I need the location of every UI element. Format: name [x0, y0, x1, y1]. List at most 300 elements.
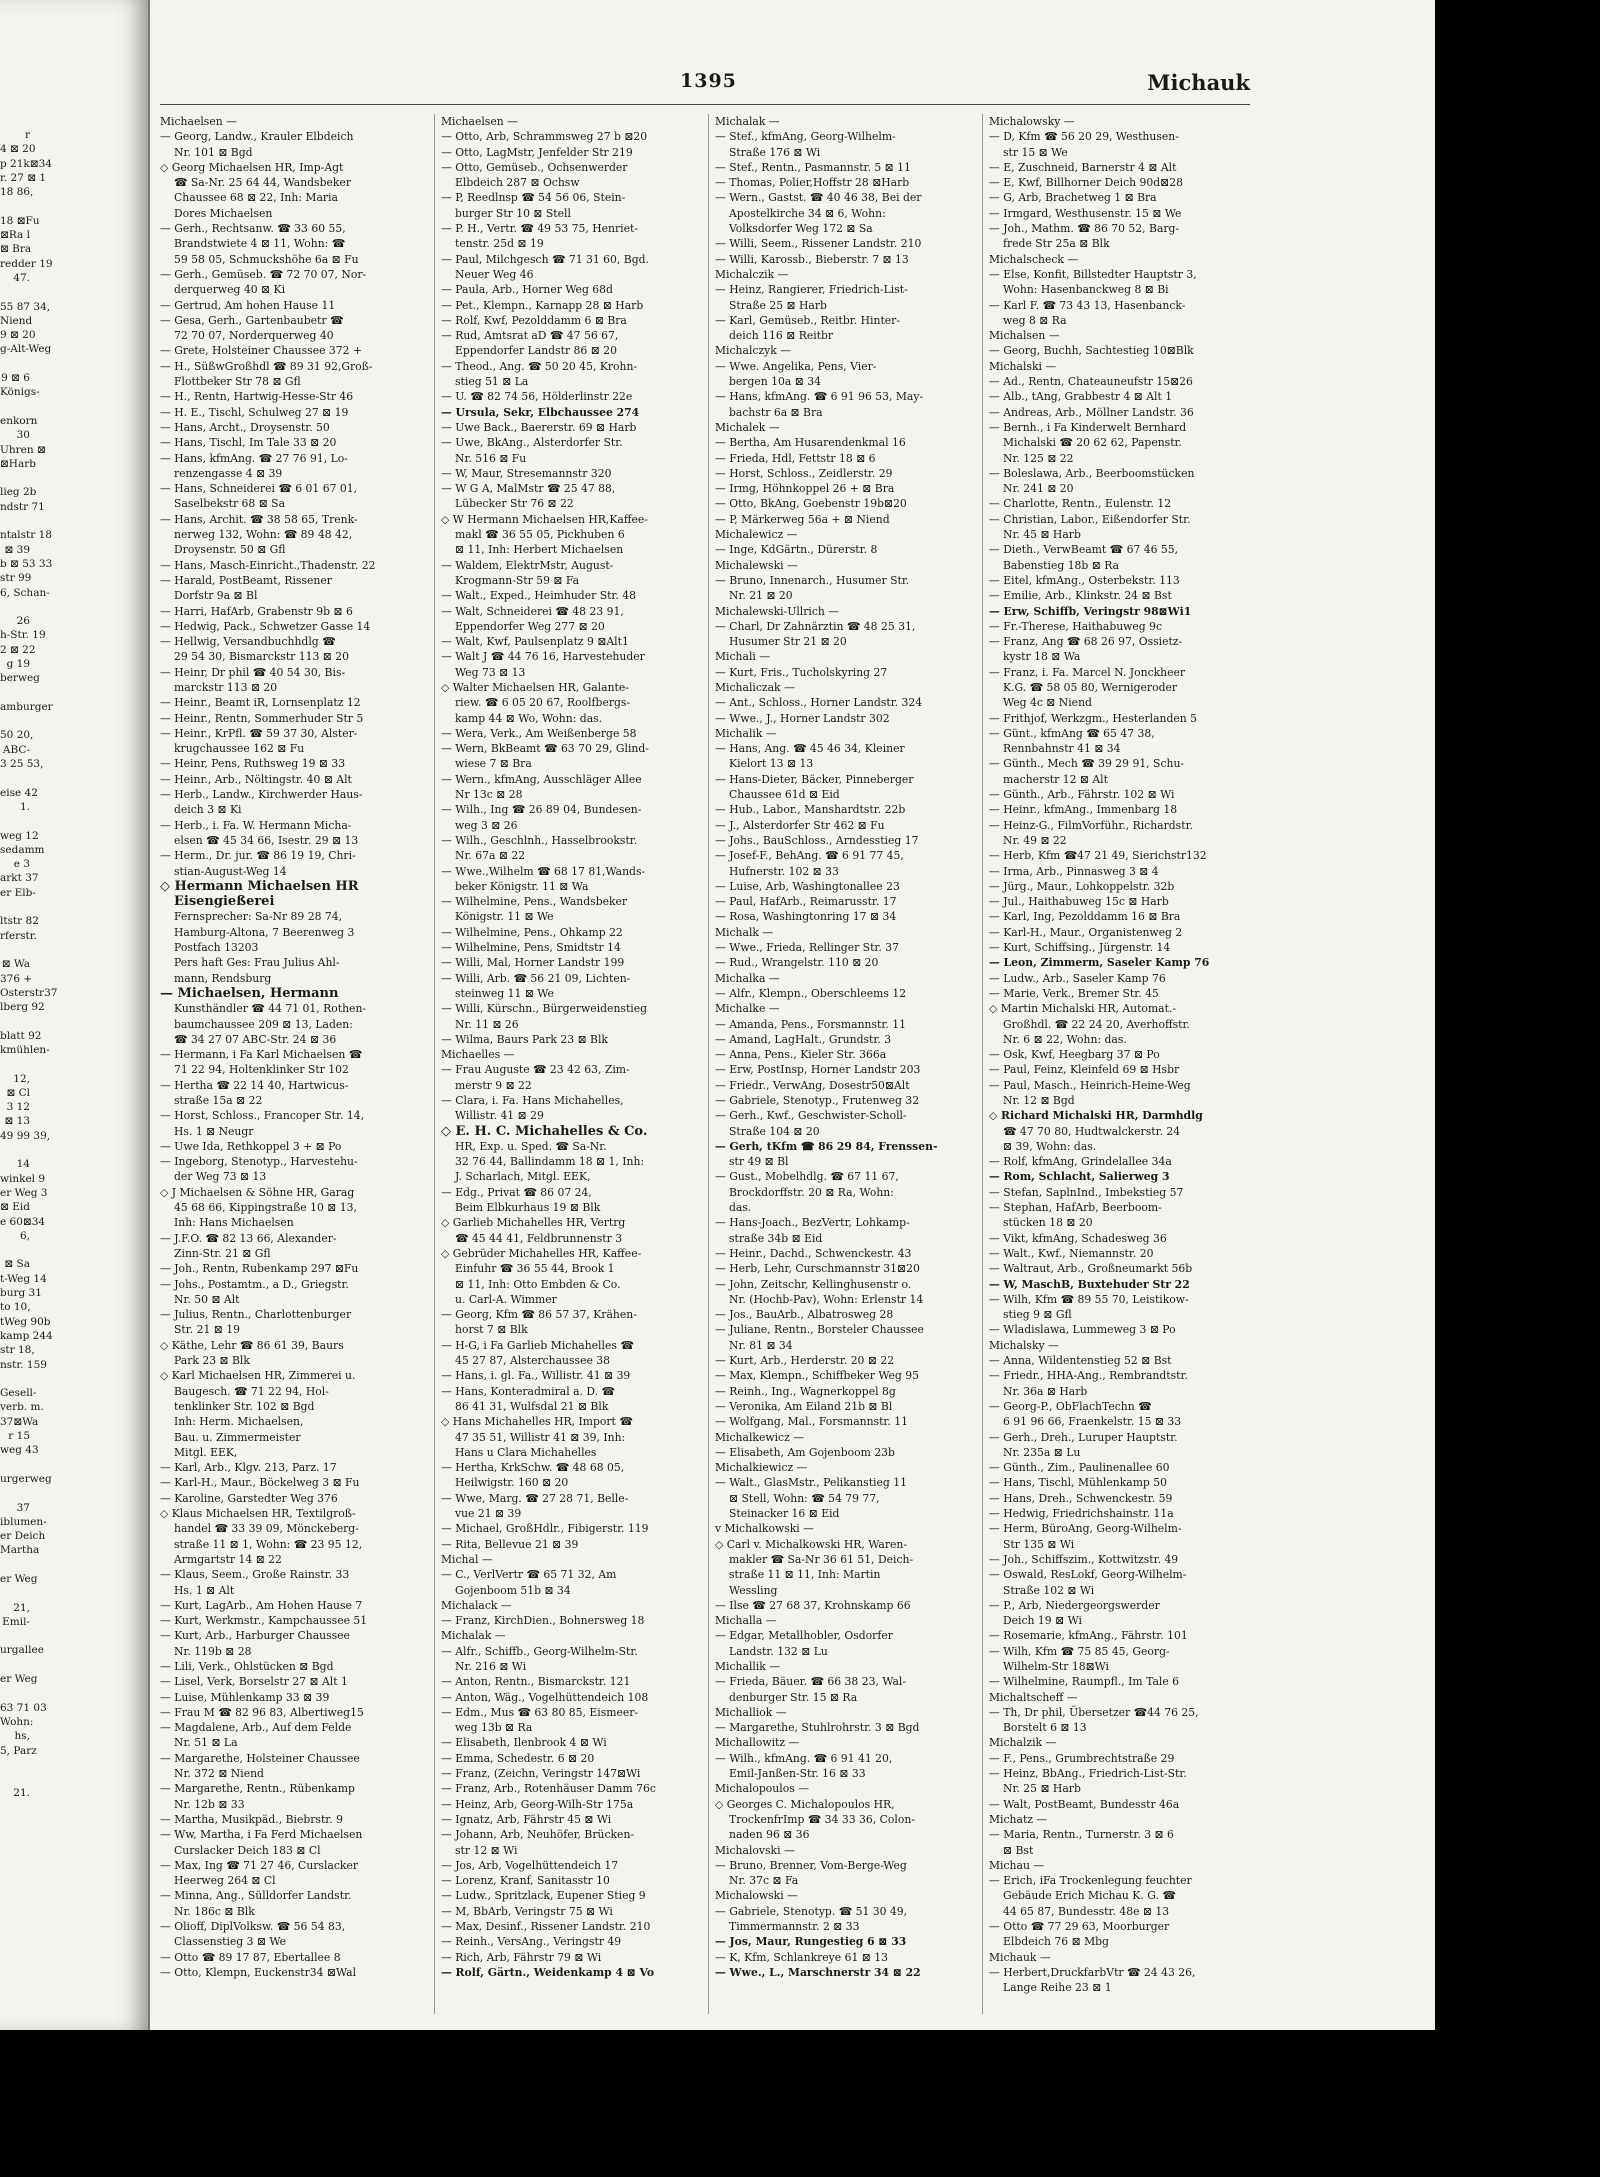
directory-entry: — Heinz, BbAng., Friedrich-List-Str. [989, 1767, 1187, 1781]
entry-continuation: Eppendorfer Weg 277 ⊠ 20 [455, 619, 605, 633]
directory-entry: Michauk — [989, 1950, 1051, 1964]
directory-entry: — Wilh, Kfm ☎ 89 55 70, Leistikow- [989, 1292, 1189, 1306]
facing-page-line: Osterstr37 [0, 986, 58, 999]
facing-page-line: ⊠ Wa [1, 958, 30, 971]
directory-entry: — Irmgard, Westhusenstr. 15 ⊠ We [989, 206, 1182, 220]
entry-continuation: Dorfstr 9a ⊠ Bl [174, 589, 258, 603]
directory-entry: — W, Maur, Stresemannstr 320 [441, 466, 612, 480]
directory-entry: — Gesa, Gerh., Gartenbaubetr ☎ [160, 313, 344, 327]
directory-entry: — Franz, Arb., Rotenhäuser Damm 76c [441, 1782, 656, 1796]
facing-page-line: to 10, [0, 1301, 31, 1314]
directory-entry: — Hans, Masch-Einricht.,Thadenstr. 22 [160, 558, 376, 572]
facing-page-line: 6, [19, 1229, 30, 1242]
directory-entry: ◇ Karl Michaelsen HR, Zimmerei u. [160, 1369, 356, 1383]
directory-entry: — Wilh., Geschlnh., Hasselbrookstr. [441, 833, 638, 847]
entry-continuation: Neuer Weg 46 [455, 267, 534, 281]
directory-entry: — Erich, iFa Trockenlegung feuchter [989, 1874, 1192, 1888]
entry-continuation: ☎ 34 27 07 ABC-Str. 24 ⊠ 36 [174, 1032, 337, 1046]
facing-page-line [0, 357, 148, 371]
directory-entry: — Rolf, Kwf, Pezolddamm 6 ⊠ Bra [441, 313, 627, 327]
directory-entry: — Wladislawa, Lummeweg 3 ⊠ Po [989, 1323, 1176, 1337]
facing-page-line: ⊠ 13 [4, 1115, 30, 1128]
entry-continuation: str 15 ⊠ We [1003, 145, 1068, 159]
entry-continuation: u. Carl-A. Wimmer [455, 1292, 557, 1306]
directory-entry: — Günt., kfmAng ☎ 65 47 38, [989, 726, 1155, 740]
entry-continuation: steinweg 11 ⊠ We [455, 986, 554, 1000]
entry-continuation: Hamburg-Altona, 7 Beerenweg 3 [174, 925, 355, 939]
directory-entry: — Paul, Masch., Heinrich-Heine-Weg [989, 1078, 1191, 1092]
directory-entry: Michaelsen — [160, 115, 237, 128]
directory-entry: ◇ Hans Michahelles HR, Import ☎ [441, 1415, 633, 1429]
facing-page-line: ⊠Harb [0, 457, 36, 470]
directory-entry: — Karoline, Garstedter Weg 376 [160, 1491, 338, 1505]
directory-entry: — Heinr., Arb., Nöltingstr. 40 ⊠ Alt [160, 772, 352, 786]
entry-continuation: Großhdl. ☎ 22 24 20, Averhoffstr. [1003, 1017, 1190, 1031]
directory-entry: Michalopoulos — [715, 1782, 809, 1796]
entry-continuation: merstr 9 ⊠ 22 [455, 1078, 532, 1092]
directory-entry: — Herb., i. Fa. W. Hermann Micha- [160, 818, 352, 832]
directory-entry: — Wolfgang, Mal., Forsmannstr. 11 [715, 1415, 909, 1429]
entry-continuation: deich 3 ⊠ Ki [174, 803, 242, 817]
directory-entry: — Alb., tAng, Grabbestr 4 ⊠ Alt 1 [989, 390, 1173, 404]
directory-entry: ◇ Walter Michaelsen HR, Galante- [441, 680, 629, 694]
entry-continuation: marckstr 113 ⊠ 20 [174, 680, 278, 694]
directory-entry: — Wwe.,Wilhelm ☎ 68 17 81,Wands- [441, 864, 646, 878]
directory-entry: — Kurt, Arb., Harburger Chaussee [160, 1629, 350, 1643]
facing-page-line: ntalstr 18 [0, 529, 52, 542]
entry-continuation: naden 96 ⊠ 36 [729, 1828, 810, 1842]
entry-continuation: 59 58 05, Schmuckshöhe 6a ⊠ Fu [174, 252, 359, 266]
directory-entry: Michallowitz — [715, 1736, 800, 1750]
directory-entry: — Wwe. Angelika, Pens, Vier- [715, 359, 877, 373]
facing-page-line: b ⊠ 53 33 [0, 557, 53, 570]
entry-continuation: denburger Str. 15 ⊠ Ra [729, 1690, 858, 1704]
directory-entry: — Waldem, ElektrMstr, August- [441, 558, 614, 572]
facing-page-line: urgallee [0, 1644, 44, 1657]
entry-continuation: Babenstieg 18b ⊠ Ra [1003, 558, 1120, 572]
directory-entry: Michalczik — [715, 267, 789, 281]
directory-entry: — Rosemarie, kfmAng., Fährstr. 101 [989, 1629, 1188, 1643]
directory-entry: — P, Reedlnsp ☎ 54 56 06, Stein- [441, 191, 626, 205]
entry-continuation: weg 3 ⊠ 26 [455, 818, 518, 832]
directory-entry: — Stef., kfmAng, Georg-Wilhelm- [715, 130, 896, 144]
directory-entry: — Rolf, kfmAng, Grindelallee 34a [989, 1155, 1172, 1169]
facing-page-line: weg 12 [0, 829, 39, 842]
entry-continuation: Nr. 36a ⊠ Harb [1003, 1384, 1088, 1398]
directory-entry: — Kurt, Arb., Herderstr. 20 ⊠ 22 [715, 1354, 895, 1368]
directory-entry: — Luise, Mühlenkamp 33 ⊠ 39 [160, 1690, 330, 1704]
directory-entry: — Heinr., KrPfl. ☎ 59 37 30, Alster- [160, 726, 358, 740]
entry-continuation: 32 76 44, Ballindamm 18 ⊠ 1, Inh: [455, 1155, 645, 1169]
facing-page-line: er Weg [0, 1572, 38, 1585]
directory-entry: — Osk, Kwf, Heegbarg 37 ⊠ Po [989, 1048, 1160, 1062]
entry-continuation: 44 65 87, Bundesstr. 48e ⊠ 13 [1003, 1904, 1170, 1918]
entry-continuation: Elbdeich 287 ⊠ Ochsw [455, 176, 580, 190]
directory-entry: — Irmg, Höhnkoppel 26 + ⊠ Bra [715, 482, 895, 496]
directory-entry: — Theod., Ang. ☎ 50 20 45, Krohn- [441, 359, 638, 373]
directory-entry: ◇ Georg Michaelsen HR, Imp-Agt [160, 160, 344, 174]
entry-continuation: Willistr. 41 ⊠ 29 [455, 1109, 544, 1123]
directory-entry: — Amanda, Pens., Forsmannstr. 11 [715, 1017, 906, 1031]
directory-entry: — Otto, BkAng, Goebenstr 19b⊠20 [715, 497, 907, 511]
entry-continuation: Str 135 ⊠ Wi [1003, 1537, 1075, 1551]
directory-entry: — Hans, Ang. ☎ 45 46 34, Kleiner [715, 742, 905, 756]
entry-continuation: Pers haft Ges: Frau Julius Ahl- [174, 956, 340, 970]
facing-page-line: er Weg 3 [0, 1186, 48, 1199]
entry-continuation: Wessling [729, 1583, 778, 1597]
entry-continuation: Deich 19 ⊠ Wi [1003, 1614, 1082, 1628]
directory-entry: — Wern., Gastst. ☎ 40 46 38, Bei der [715, 191, 922, 205]
directory-entry: — H., Rentn, Hartwig-Hesse-Str 46 [160, 390, 354, 404]
directory-entry: — Frithjof, Werkzgm., Hesterlanden 5 [989, 711, 1198, 725]
entry-continuation: Borstelt 6 ⊠ 13 [1003, 1721, 1087, 1735]
directory-entry: — Amand, LagHalt., Grundstr. 3 [715, 1032, 892, 1046]
directory-entry: ◇ Klaus Michaelsen HR, Textilgroß- [160, 1507, 356, 1521]
directory-entry: Michallik — [715, 1659, 781, 1673]
entry-continuation: Nr. (Hochb-Pav), Wohn: Erlenstr 14 [729, 1292, 924, 1306]
facing-page-line: iblumen- [0, 1515, 47, 1528]
directory-entry: — H., SüßwGroßhdl ☎ 89 31 92,Groß- [160, 359, 373, 373]
directory-entry: — Lili, Verk., Ohlstücken ⊠ Bgd [160, 1659, 334, 1673]
entry-continuation: makler ☎ Sa-Nr 36 61 51, Deich- [729, 1552, 914, 1566]
directory-entry: ◇ Garlieb Michahelles HR, Vertrg [441, 1216, 626, 1230]
facing-page-line [0, 1686, 148, 1700]
directory-entry: — Lisel, Verk, Borselstr 27 ⊠ Alt 1 [160, 1675, 348, 1689]
entry-continuation: Inh: Hans Michaelsen [174, 1216, 294, 1230]
directory-entry: — Wilhelmine, Pens., Ohkamp 22 [441, 925, 623, 939]
directory-entry: — Heinr., Dachd., Schwenckestr. 43 [715, 1246, 912, 1260]
entry-continuation: Park 23 ⊠ Blk [174, 1354, 250, 1368]
directory-entry: Michalsen — [989, 329, 1060, 343]
directory-entry: — Harri, HafArb, Grabenstr 9b ⊠ 6 [160, 604, 353, 618]
directory-entry: — Anna, Pens., Kieler Str. 366a [715, 1048, 887, 1062]
directory-entry: — Georg, Kfm ☎ 86 57 37, Krähen- [441, 1308, 637, 1322]
directory-entry: Michalliok — [715, 1705, 787, 1719]
entry-continuation: straße 15a ⊠ 22 [174, 1094, 263, 1107]
directory-entry: — Christian, Labor., Eißendorfer Str. [989, 512, 1191, 526]
entry-continuation: Königstr. 11 ⊠ We [455, 910, 554, 924]
facing-page-line [0, 1586, 148, 1600]
entry-continuation: str 49 ⊠ Bl [729, 1155, 789, 1169]
facing-page-line: Martha [0, 1544, 40, 1557]
directory-entry: — Reinh., VersAng., Veringstr 49 [441, 1935, 622, 1949]
entry-continuation: kamp 44 ⊠ Wo, Wohn: das. [455, 711, 603, 725]
directory-entry: — Rich, Arb, Fährstr 79 ⊠ Wi [441, 1950, 602, 1964]
directory-entry: — Heinr, Dr phil ☎ 40 54 30, Bis- [160, 665, 346, 679]
entry-continuation: ⊠ 11, Inh: Herbert Michaelsen [455, 543, 624, 557]
directory-entry: — P., Arb, Niedergeorgswerder [989, 1598, 1160, 1612]
directory-entry: — Jos, Arb, Vogelhüttendeich 17 [441, 1858, 619, 1872]
directory-entry: — Hans, kfmAng. ☎ 27 76 91, Lo- [160, 451, 348, 465]
facing-page-line [0, 1772, 148, 1786]
entry-continuation: Nr. 516 ⊠ Fu [455, 451, 527, 465]
entry-continuation: Straße 25 ⊠ Harb [729, 298, 827, 312]
directory-entry: Michatz — [989, 1812, 1048, 1826]
directory-entry: — Ingeborg, Stenotyp., Harvestehu- [160, 1155, 358, 1169]
directory-entry: — Margarethe, Rentn., Rübenkamp [160, 1782, 355, 1796]
directory-entry: — Max, Desinf., Rissener Landstr. 210 [441, 1920, 651, 1934]
directory-entry: — Edm., Mus ☎ 63 80 85, Eismeer- [441, 1705, 639, 1719]
facing-page-line: 6, Schan- [0, 586, 50, 599]
entry-continuation: Heerweg 264 ⊠ Cl [174, 1874, 276, 1888]
directory-entry: Michal — [441, 1552, 493, 1566]
facing-page-line: nstr. 159 [0, 1358, 47, 1371]
entry-continuation: straße 11 ⊠ 11, Inh: Martin [729, 1568, 881, 1582]
entry-continuation: Straße 176 ⊠ Wi [729, 145, 821, 159]
directory-entry: ◇ Martin Michalski HR, Automat.- [989, 1002, 1177, 1016]
directory-entry: — Gerh., Gemüseb. ☎ 72 70 07, Nor- [160, 267, 367, 281]
directory-entry: — Paul, Milchgesch ☎ 71 31 60, Bgd. [441, 252, 649, 266]
directory-entry: — Heinz, Arb, Georg-Wilh-Str 175a [441, 1797, 634, 1811]
facing-page-line: hs, [14, 1730, 30, 1743]
entry-continuation: Emil-Janßen-Str. 16 ⊠ 33 [729, 1767, 866, 1781]
directory-entry: — Walt., GlasMstr., Pelikanstieg 11 [715, 1476, 907, 1490]
facing-page-line [0, 1143, 148, 1157]
entry-continuation: Nr. 125 ⊠ 22 [1003, 451, 1074, 465]
entry-continuation: Landstr. 132 ⊠ Lu [729, 1644, 828, 1658]
entry-continuation: tenklinker Str. 102 ⊠ Bgd [174, 1399, 315, 1413]
facing-page-line [0, 943, 148, 957]
directory-entry: — Günth., Zim., Paulinenallee 60 [989, 1461, 1170, 1475]
facing-page-line: rferstr. [0, 929, 37, 942]
directory-entry: — Hertha, KrkSchw. ☎ 48 68 05, [441, 1461, 625, 1475]
directory-entry: — Dieth., VerwBeamt ☎ 67 46 55, [989, 543, 1179, 557]
directory-entry: — Jos, Maur, Rungestieg 6 ⊠ 33 [715, 1935, 907, 1949]
directory-entry: — Gertrud, Am hohen Hause 11 [160, 298, 336, 312]
directory-entry: — Franz, Ang ☎ 68 26 97, Ossietz- [989, 635, 1183, 649]
directory-entry: — Marie, Verk., Bremer Str. 45 [989, 986, 1159, 1000]
directory-entry: — Gabriele, Stenotyp., Frutenweg 32 [715, 1094, 920, 1107]
directory-entry: — Karl, Gemüseb., Reitbr. Hinter- [715, 313, 900, 327]
directory-entry: — Wera, Verk., Am Weißenberge 58 [441, 726, 637, 740]
directory-entry: Michalke — [715, 1002, 780, 1016]
facing-page-line: er Elb- [0, 886, 36, 899]
directory-entry: — Paul, Feinz, Kleinfeld 69 ⊠ Hsbr [989, 1063, 1180, 1077]
directory-entry: — Rud, Amtsrat aD ☎ 47 56 67, [441, 329, 619, 343]
entry-continuation: str 12 ⊠ Wi [455, 1843, 518, 1857]
directory-entry: — G, Arb, Brachetweg 1 ⊠ Bra [989, 191, 1157, 205]
directory-entry: — Alfr., Schiffb., Georg-Wilhelm-Str. [441, 1644, 638, 1658]
entry-continuation: das. [729, 1201, 752, 1215]
entry-continuation: Nr. 45 ⊠ Harb [1003, 528, 1081, 542]
entry-continuation: elsen ☎ 45 34 66, Isestr. 29 ⊠ 13 [174, 833, 359, 847]
entry-continuation: Nr. 11 ⊠ 26 [455, 1017, 519, 1031]
directory-entry: — Karl F. ☎ 73 43 13, Hasenbanck- [989, 298, 1186, 312]
directory-entry: — H-G, i Fa Garlieb Michahelles ☎ [441, 1338, 634, 1352]
directory-entry: — Hub., Labor., Manshardtstr. 22b [715, 803, 906, 817]
entry-continuation: Flottbeker Str 78 ⊠ Gfl [174, 375, 301, 389]
directory-entry: — Karl-H., Maur., Böckelweg 3 ⊠ Fu [160, 1476, 360, 1490]
directory-entry: — Erw, PostInsp, Horner Landstr 203 [715, 1063, 921, 1077]
entry-continuation: Kunsthändler ☎ 44 71 01, Rothen- [174, 1002, 367, 1016]
directory-entry: — Wilh, Kfm ☎ 75 85 45, Georg- [989, 1644, 1170, 1658]
directory-entry: — Rita, Bellevue 21 ⊠ 39 [441, 1537, 579, 1551]
entry-continuation: ☎ Sa-Nr. 25 64 44, Wandsbeker [174, 176, 351, 190]
directory-entry: — Rom, Schlacht, Salierweg 3 [989, 1170, 1170, 1184]
directory-entry: — Harald, PostBeamt, Rissener [160, 573, 332, 587]
directory-entry: — Herb., Landw., Kirchwerder Haus- [160, 788, 363, 802]
directory-entry: — Charlotte, Rentn., Eulenstr. 12 [989, 497, 1172, 511]
entry-continuation: Str. 21 ⊠ 19 [174, 1323, 240, 1337]
directory-entry: — Johann, Arb, Neuhöfer, Brücken- [441, 1828, 635, 1842]
directory-entry: — Wern., kfmAng, Ausschläger Allee [441, 772, 642, 786]
entry-continuation: weg 13b ⊠ Ra [455, 1721, 533, 1735]
directory-entry: — John, Zeitschr, Kellinghusenstr o. [715, 1277, 912, 1291]
directory-entry: — Uwe Ida, Rethkoppel 3 + ⊠ Po [160, 1139, 342, 1153]
entry-continuation: Hufnerstr. 102 ⊠ 33 [729, 864, 839, 878]
directory-entry: — Emilie, Arb., Klinkstr. 24 ⊠ Bst [989, 589, 1172, 603]
directory-entry: — Josef-F., BehAng. ☎ 6 91 77 45, [715, 849, 904, 863]
directory-entry: — Otto ☎ 89 17 87, Ebertallee 8 [160, 1950, 341, 1964]
running-head: Michauk [1147, 70, 1250, 95]
facing-page-line [0, 600, 148, 614]
directory-entry: — Otto ☎ 77 29 63, Moorburger [989, 1920, 1170, 1934]
directory-entry: — Wilh., kfmAng. ☎ 6 91 41 20, [715, 1751, 893, 1765]
directory-entry: Michalscheck — [989, 252, 1079, 266]
entry-continuation: Lange Reihe 23 ⊠ 1 [1003, 1981, 1112, 1995]
directory-entry: — Emma, Schedestr. 6 ⊠ 20 [441, 1751, 595, 1765]
column-2 [434, 114, 703, 2014]
directory-entry: — Alfr., Klempn., Oberschleems 12 [715, 986, 907, 1000]
facing-page-line: 2 ⊠ 22 [0, 643, 36, 656]
facing-page-line: r [24, 129, 30, 141]
directory-entry: — Uwe, BkAng., Alsterdorfer Str. [441, 436, 623, 450]
entry-continuation: vue 21 ⊠ 39 [455, 1507, 522, 1521]
facing-page-line: r 15 [8, 1430, 30, 1443]
directory-entry: — Jos., BauArb., Albatrosweg 28 [715, 1308, 894, 1322]
entry-continuation: straße 34b ⊠ Eid [729, 1231, 823, 1245]
directory-entry: — Stef., Rentn., Pasmannstr. 5 ⊠ 11 [715, 160, 911, 174]
directory-entry: ◇ Richard Michalski HR, Darmhdlg [989, 1109, 1203, 1123]
entry-continuation: Steinacker 16 ⊠ Eid [729, 1507, 840, 1521]
directory-entry: Michalak — [441, 1629, 506, 1643]
directory-entry: Michalla — [715, 1614, 777, 1628]
entry-continuation: derquerweg 40 ⊠ Ki [174, 283, 286, 297]
directory-entry: — Wilhelmine, Raumpfl., Im Tale 6 [989, 1675, 1180, 1689]
facing-page-line: e 3 [13, 858, 30, 871]
directory-entry: Michalkiewicz — [715, 1461, 808, 1475]
facing-page-line: 1. [19, 800, 30, 813]
directory-entry: — Else, Konfit, Billstedter Hauptstr 3, [989, 267, 1197, 281]
directory-entry: Michalowsky — [989, 115, 1075, 128]
directory-entry: — P. H., Vertr. ☎ 49 53 75, Henriet- [441, 222, 638, 236]
facing-page-line [0, 514, 148, 528]
entry-continuation: Timmermannstr. 2 ⊠ 33 [729, 1920, 860, 1934]
directory-entry: — Bernh., i Fa Kinderwelt Bernhard [989, 420, 1187, 434]
facing-page-line [0, 771, 148, 785]
directory-entry: — Ignatz, Arb, Fährstr 45 ⊠ Wi [441, 1812, 612, 1826]
directory-entry: — Michaelsen, Hermann [160, 985, 339, 1001]
entry-continuation: stieg 51 ⊠ La [455, 375, 529, 389]
facing-page-line: ABC- [2, 743, 30, 756]
facing-page-line [0, 900, 148, 914]
directory-entry: — Lorenz, Kranf, Sanitasstr 10 [441, 1874, 610, 1888]
directory-entry: — Michael, GroßHdlr., Fibigerstr. 119 [441, 1522, 649, 1536]
entry-continuation: tenstr. 25d ⊠ 19 [455, 237, 544, 251]
directory-entry: — Heinz-G., FilmVorführ., Richardstr. [989, 818, 1193, 832]
directory-entry: — Franz, i. Fa. Marcel N. Jonckheer [989, 665, 1186, 679]
entry-continuation: Curslacker Deich 183 ⊠ Cl [174, 1843, 321, 1857]
entry-continuation: macherstr 12 ⊠ Alt [1003, 772, 1108, 786]
directory-entry: Michalowski — [715, 1889, 798, 1903]
directory-entry: — Willi, Mal, Horner Landstr 199 [441, 956, 625, 970]
facing-page-line [0, 285, 148, 299]
facing-page-line: p 21k⊠34 [0, 157, 52, 170]
facing-page-line: Emil- [2, 1615, 30, 1628]
entry-continuation: renzengasse 4 ⊠ 39 [174, 466, 283, 480]
facing-page-line: 50 20, [0, 729, 34, 742]
facing-page-line [0, 1057, 148, 1071]
entry-continuation: Fernsprecher: Sa-Nr 89 28 74, [174, 910, 343, 924]
column-3 [708, 114, 977, 2014]
directory-entry: — Rud., Wrangelstr. 110 ⊠ 20 [715, 956, 879, 970]
directory-entry: — Herm., Dr. jur. ☎ 86 19 19, Chri- [160, 849, 356, 863]
directory-entry: — Hans-Joach., BezVertr, Lohkamp- [715, 1216, 910, 1230]
directory-entry: — Gerh., Rechtsanw. ☎ 33 60 55, [160, 222, 346, 236]
directory-entry: Michalzik — [989, 1736, 1057, 1750]
directory-entry: — Günth., Mech ☎ 39 29 91, Schu- [989, 757, 1185, 771]
directory-entry: Michau — [989, 1858, 1045, 1872]
directory-entry: — M, BbArb, Veringstr 75 ⊠ Wi [441, 1904, 613, 1918]
directory-entry: — Hans, Archit. ☎ 38 58 65, Trenk- [160, 512, 358, 526]
facing-page-line: 63 71 03 [0, 1701, 47, 1714]
facing-page-line: enkorn [0, 414, 38, 427]
directory-entry: — Gerh., Kwf., Geschwister-Scholl- [715, 1109, 907, 1123]
directory-entry: — Gabriele, Stenotyp. ☎ 51 30 49, [715, 1904, 908, 1918]
directory-entry: — Joh., Mathm. ☎ 86 70 52, Barg- [989, 222, 1180, 236]
directory-entry: — Paul, HafArb., Reimarusstr. 17 [715, 895, 897, 909]
directory-entry: — Ad., Rentn, Chateauneufstr 15⊠26 [989, 375, 1193, 389]
facing-page-line: Königs- [0, 386, 40, 399]
facing-page-line [0, 714, 148, 728]
facing-page-line: kmühlen- [0, 1044, 50, 1056]
directory-entry: — Willi, Kürschn., Bürgerweidenstieg [441, 1002, 648, 1016]
facing-page-line: Uhren ⊠ [0, 443, 46, 456]
directory-entry: — Georg-P., ObFlachTechn ☎ [989, 1399, 1152, 1413]
directory-entry: — Klaus, Seem., Große Rainstr. 33 [160, 1568, 350, 1582]
entry-continuation: kystr 18 ⊠ Wa [1003, 650, 1081, 664]
directory-entry: ◇ J Michaelsen & Söhne HR, Garag [160, 1185, 355, 1199]
directory-entry: — Minna, Ang., Sülldorfer Landstr. [160, 1889, 352, 1903]
entry-continuation: Nr. 119b ⊠ 28 [174, 1644, 252, 1658]
directory-entry: — Paula, Arb., Horner Weg 68d [441, 283, 613, 297]
directory-entry: — Gerh., Dreh., Luruper Hauptstr. [989, 1430, 1178, 1444]
directory-entry: — F., Pens., Grumbrechtstraße 29 [989, 1751, 1175, 1765]
page-header [160, 70, 1250, 100]
directory-entry: Michalka — [715, 971, 780, 985]
entry-continuation: TrockenfrImp ☎ 34 33 36, Colon- [729, 1812, 915, 1826]
entry-continuation: Zinn-Str. 21 ⊠ Gfl [174, 1246, 271, 1260]
directory-entry: — Rosa, Washingtonring 17 ⊠ 34 [715, 910, 897, 924]
directory-entry: — Ursula, Sekr, Elbchaussee 274 [441, 405, 640, 419]
directory-entry: — Otto, LagMstr, Jenfelder Str 219 [441, 145, 633, 159]
entry-continuation: der Weg 73 ⊠ 13 [174, 1170, 267, 1184]
directory-entry: — Heinr., Rentn, Sommerhuder Str 5 [160, 711, 364, 725]
directory-entry: — Kurt, Schiffsing., Jürgenstr. 14 [989, 941, 1171, 955]
directory-entry: — Willi, Karossb., Bieberstr. 7 ⊠ 13 [715, 252, 909, 266]
facing-page-line: 21, [13, 1601, 30, 1614]
facing-page-line: 55 87 34, [0, 300, 51, 313]
column-1 [160, 114, 422, 2014]
facing-page-line: tWeg 90b [0, 1315, 51, 1328]
directory-entry: — Inge, KdGärtn., Dürerstr. 8 [715, 543, 878, 557]
directory-entry: — Hans, Schneiderei ☎ 6 01 67 01, [160, 482, 358, 496]
directory-entry: — Wern, BkBeamt ☎ 63 70 29, Glind- [441, 742, 649, 756]
directory-entry: — Elisabeth, Am Gojenboom 23b [715, 1445, 895, 1459]
directory-entry: — Luise, Arb, Washingtonallee 23 [715, 879, 900, 893]
directory-entry: — Olioff, DiplVolksw. ☎ 56 54 83, [160, 1920, 346, 1934]
facing-page-line: ndstr 71 [0, 500, 45, 513]
